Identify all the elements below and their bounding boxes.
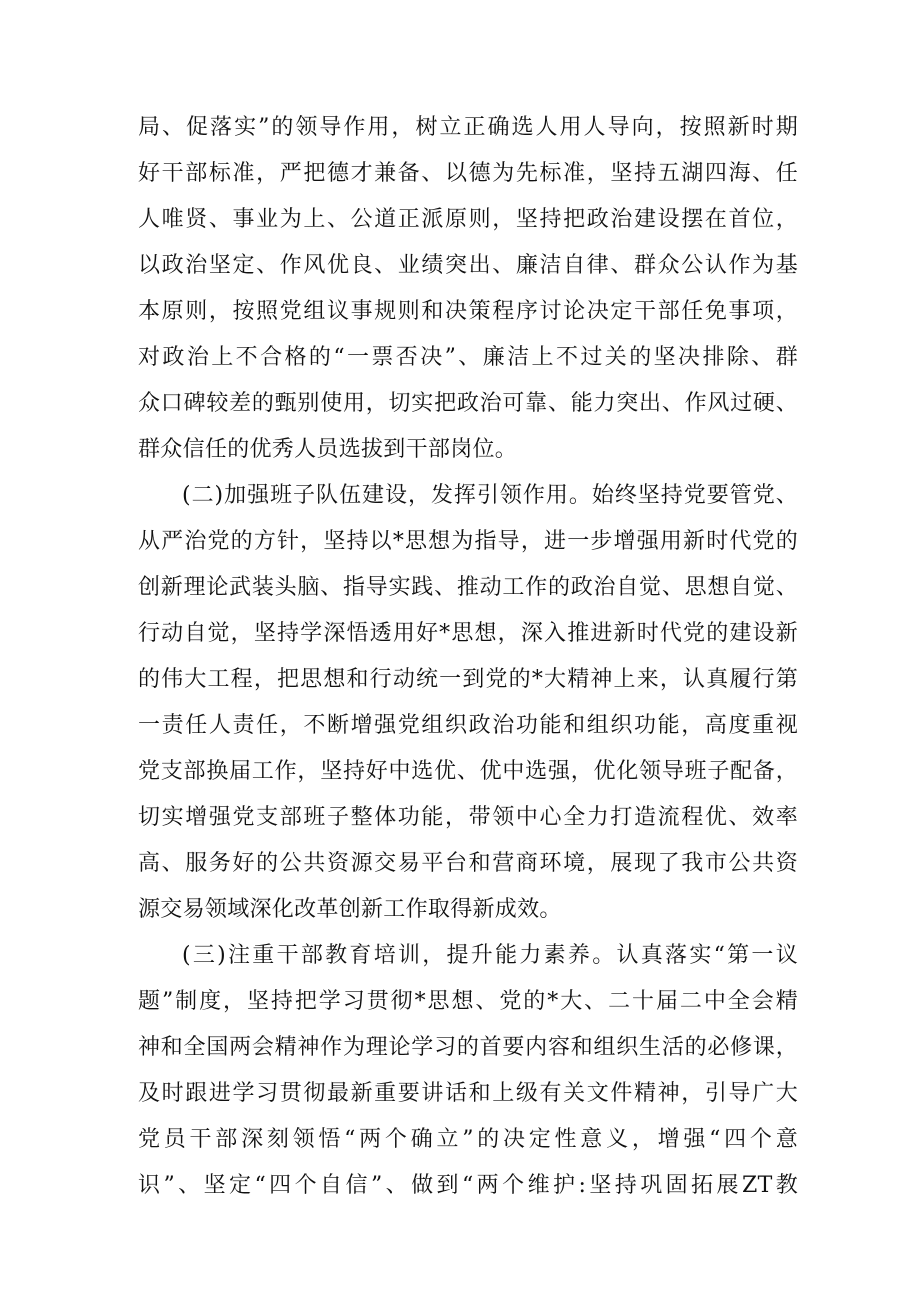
text-line: 神和全国两会精神作为理论学习的首要内容和组织生活的必修课， (138, 1035, 798, 1060)
text-line: 众口碑较差的甄别使用，切实把政治可靠、能力突出、作风过硬、 (138, 391, 798, 416)
text-line: 对政治上不合格的“一票否决”、廉洁上不过关的坚决排除、群 (138, 345, 798, 370)
text-line: 高、服务好的公共资源交易平台和营商环境，展现了我市公共资 (138, 851, 798, 876)
text-line: 的伟大工程，把思想和行动统一到党的*大精神上来，认真履行第 (138, 667, 798, 692)
text-line: 及时跟进学习贯彻最新重要讲话和上级有关文件精神，引导广大 (138, 1081, 798, 1106)
text-line: 从严治党的方针，坚持以*思想为指导，进一步增强用新时代党的 (138, 529, 798, 554)
text-line: 人唯贤、事业为上、公道正派原则，坚持把政治建设摆在首位， (138, 207, 798, 232)
text-line: 党员干部深刻领悟“两个确立”的决定性意义，增强“四个意 (138, 1127, 798, 1152)
text-line: 群众信任的优秀人员选拔到干部岗位。 (138, 437, 518, 462)
text-line: 识”、坚定“四个自信”、做到“两个维护:坚持巩固拓展ZT教 (138, 1173, 798, 1198)
text-line: 局、促落实”的领导作用，树立正确选人用人导向，按照新时期 (138, 115, 798, 140)
text-line: 切实增强党支部班子整体功能，带领中心全力打造流程优、效率 (138, 805, 798, 830)
document-body (138, 105, 798, 1209)
text-line: 好干部标准，严把德才兼备、以德为先标准，坚持五湖四海、任 (138, 161, 798, 186)
text-line: 题”制度，坚持把学习贯彻*思想、党的*大、二十届二中全会精 (138, 989, 798, 1014)
text-line: 行动自觉，坚持学深悟透用好*思想，深入推进新时代党的建设新 (138, 621, 798, 646)
text-line: 党支部换届工作，坚持好中选优、优中选强，优化领导班子配备， (138, 759, 798, 784)
section-heading-line: (三)注重干部教育培训，提升能力素养。认真落实“第一议 (182, 943, 798, 968)
section-heading-line: (二)加强班子队伍建设，发挥引领作用。始终坚持党要管党、 (182, 483, 798, 508)
text-line: 本原则，按照党组议事规则和决策程序讨论决定干部任免事项， (138, 299, 798, 324)
text-line: 源交易领域深化改革创新工作取得新成效。 (138, 897, 562, 922)
text-line: 以政治坚定、作风优良、业绩突出、廉洁自律、群众公认作为基 (138, 253, 798, 278)
text-line: 一责任人责任，不断增强党组织政治功能和组织功能，高度重视 (138, 713, 798, 738)
text-line: 创新理论武装头脑、指导实践、推动工作的政治自觉、思想自觉、 (138, 575, 798, 600)
